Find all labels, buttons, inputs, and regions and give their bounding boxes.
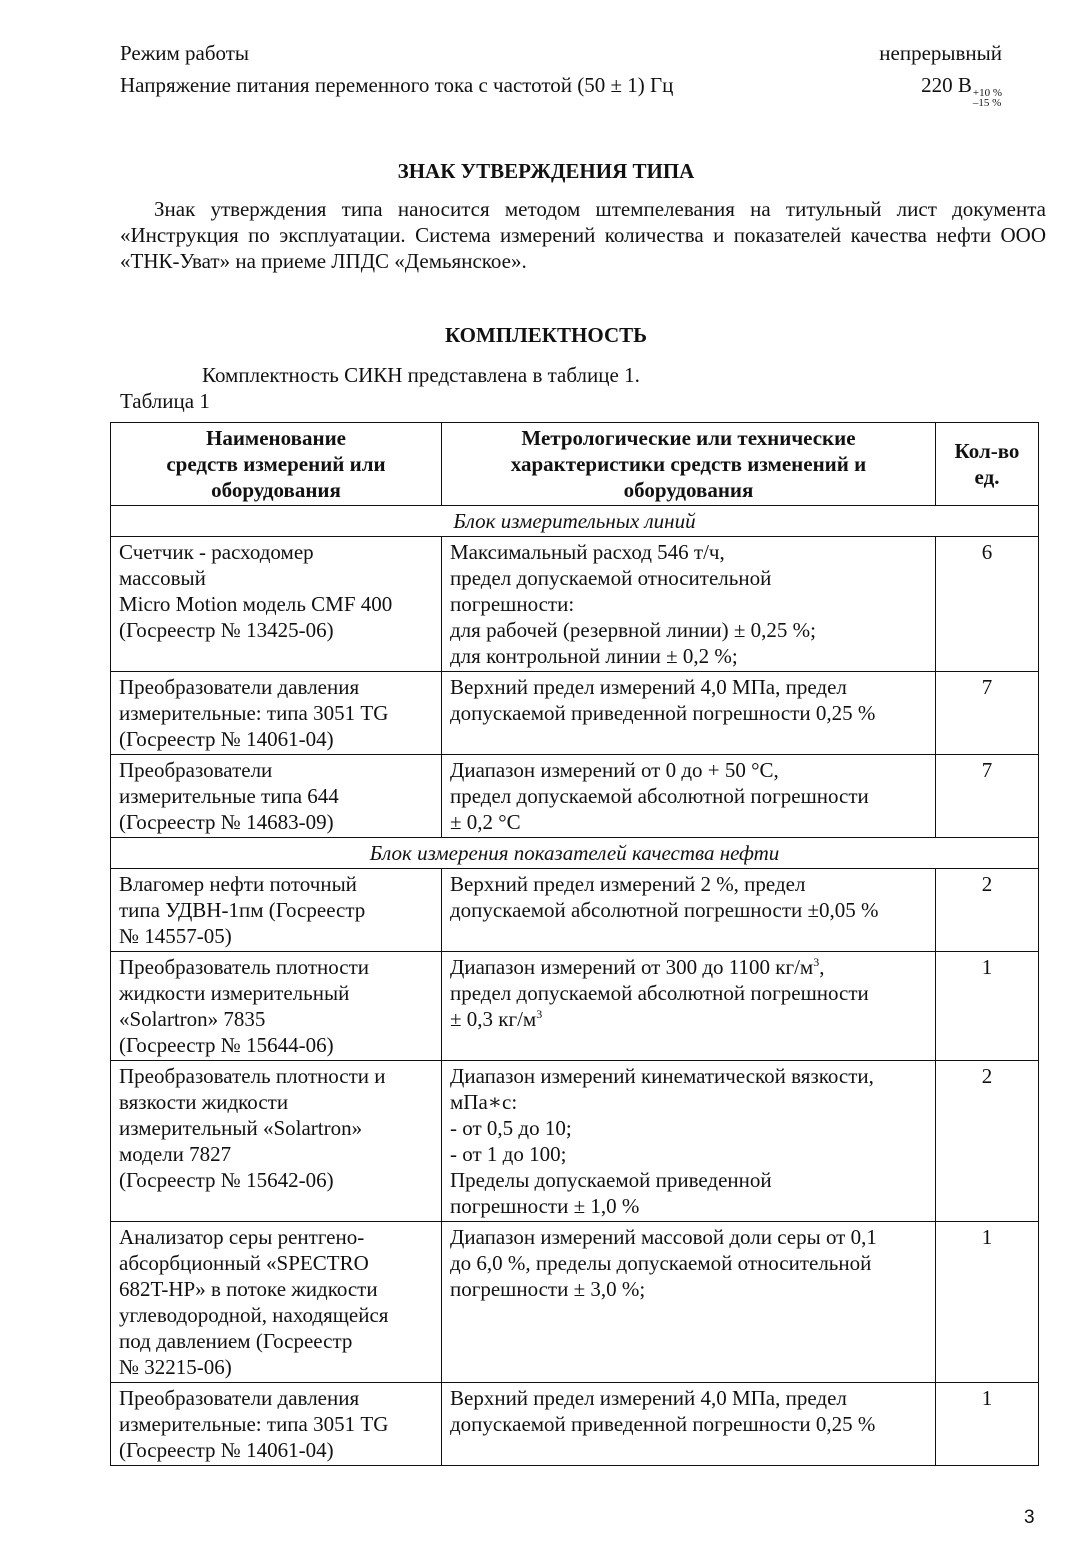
table-row [111,1383,1039,1466]
row-quantity: 1 [936,1222,1039,1383]
row-characteristics [442,755,936,838]
name-line: Преобразователи давления [119,675,360,699]
row-characteristics [442,869,936,952]
row-characteristics [442,672,936,755]
row-name [111,537,442,672]
row-name [111,952,442,1061]
name-line: № 14557-05) [119,924,232,948]
name-line: измерительные: типа 3051 TG [119,701,389,725]
tolerance-plus: +10 % [972,87,1002,99]
spec-line: ± 0,2 °С [450,810,521,834]
row-quantity: 2 [936,869,1039,952]
spec-line: предел допускаемой абсолютной погрешности [450,981,869,1005]
section-measuring-lines: Блок измерительных линий [111,506,1039,537]
spec-line: до 6,0 %, пределы допускаемой относительной [450,1251,872,1275]
name-line: под давлением (Госреестр [119,1329,353,1353]
power-supply-label: Напряжение питания переменного тока с частотой (50 ± 1) Гц [120,73,674,97]
header-quantity: Кол-во ед. [936,423,1039,506]
row-name [111,1383,442,1466]
table-row [111,672,1039,755]
row-name [111,672,442,755]
tolerance-minus: –15 % [972,97,1002,109]
row-characteristics [442,952,936,1061]
spec-line: Диапазон измерений кинематической вязкости, [450,1064,874,1088]
name-line: Влагомер нефти поточный [119,872,357,896]
name-line: модели 7827 [119,1142,232,1166]
row-characteristics [442,1061,936,1222]
equipment-table [110,422,1039,1466]
superscript: 3 [536,1007,543,1021]
spec-line: Диапазон измерений от 0 до + 50 °С, [450,758,779,782]
spec-line: - от 1 до 100; [450,1142,567,1166]
power-supply-tolerance [973,88,1002,108]
row-quantity: 1 [936,1383,1039,1466]
row-name [111,755,442,838]
name-line: Преобразователи давления [119,1386,360,1410]
spec-line: мПа∗с: [450,1090,518,1114]
name-line: типа УДВН-1пм (Госреестр [119,898,366,922]
power-supply-value-group [921,72,1002,108]
spec-line: Верхний предел измерений 4,0 МПа, предел [450,675,847,699]
name-line: Micro Motion модель CMF 400 [119,592,393,616]
spec-line: допускаемой абсолютной погрешности ±0,05 % [450,898,879,922]
spec-line: ± 0,3 $кг/м^3$ [450,1007,543,1031]
approval-paragraph [120,196,1046,274]
spec-line: для рабочей (резервной линии) ± 0,25 %; [450,618,817,642]
table-row [111,755,1039,838]
table-row [111,952,1039,1061]
name-line: 682T-HP» в потоке жидкости [119,1277,378,1301]
spec-line: Верхний предел измерений 4,0 МПа, предел [450,1386,847,1410]
name-line: Преобразователь плотности [119,955,370,979]
power-supply-value: 220 В [921,73,972,97]
row-characteristics [442,1222,936,1383]
superscript: 3 [813,955,820,969]
spec-line: Пределы допускаемой приведенной [450,1168,772,1192]
operating-mode-row [120,40,1002,66]
page-number: 3 [1024,1507,1035,1528]
row-quantity: 7 [936,672,1039,755]
name-line: Счетчик - расходомер [119,540,314,564]
spec-line: погрешности: [450,592,575,616]
spec-line: для контрольной линии ± 0,2 %; [450,644,738,668]
spec-line: Диапазон измерений от 300 до 1100 $кг/м^3$, [450,955,825,979]
spec-line: погрешности ± 1,0 % [450,1194,640,1218]
name-line: (Госреестр № 14061-04) [119,1438,334,1462]
name-line: (Госреестр № 15642-06) [119,1168,334,1192]
header-characteristics: Метрологические или технические характеристики средств изменений и оборудования [442,423,936,506]
operating-mode-value: непрерывный [879,41,1002,65]
spec-line: предел допускаемой относительной [450,566,772,590]
row-name [111,869,442,952]
approval-heading: ЗНАК УТВЕРЖДЕНИЯ ТИПА [397,159,695,183]
completeness-intro: Комплектность СИКН представлена в таблице 1. [202,363,640,387]
spec-line: Диапазон измерений массовой доли серы от 0,1 [450,1225,877,1249]
row-characteristics [442,537,936,672]
table-row [111,537,1039,672]
row-quantity: 6 [936,537,1039,672]
name-line: углеводородной, находящейся [119,1303,389,1327]
name-line: измерительные: типа 3051 TG [119,1412,389,1436]
spec-line: допускаемой приведенной погрешности 0,25 % [450,701,876,725]
name-line: (Госреестр № 13425-06) [119,618,334,642]
name-line: «Solartron» 7835 [119,1007,266,1031]
name-line: (Госреестр № 14683-09) [119,810,334,834]
power-supply-row [120,72,1002,108]
spec-line: Максимальный расход 546 т/ч, [450,540,725,564]
operating-mode-label: Режим работы [120,41,250,65]
name-line: № 32215-06) [119,1355,232,1379]
header-name: Наименование средств измерений или оборудования [111,423,442,506]
row-quantity: 2 [936,1061,1039,1222]
name-line: жидкости измерительный [119,981,350,1005]
table-row [111,869,1039,952]
name-line: Преобразователь плотности и [119,1064,386,1088]
table-caption: Таблица 1 [120,389,210,413]
name-line: абсорбционный «SPECTRO [119,1251,369,1275]
section-row [111,838,1039,869]
name-line: измерительный «Solartron» [119,1116,363,1140]
spec-line: - от 0,5 до 10; [450,1116,572,1140]
name-line: измерительные типа 644 [119,784,339,808]
row-name [111,1222,442,1383]
name-line: Преобразователи [119,758,273,782]
row-quantity: 7 [936,755,1039,838]
row-characteristics [442,1383,936,1466]
spec-line: допускаемой приведенной погрешности 0,25 % [450,1412,876,1436]
section-quality-block: Блок измерения показателей качества нефти [111,838,1039,869]
name-line: Анализатор серы рентгено- [119,1225,365,1249]
table-header-row [111,423,1039,506]
name-line: массовый [119,566,206,590]
name-line: вязкости жидкости [119,1090,289,1114]
completeness-heading: КОМПЛЕКТНОСТЬ [444,323,648,347]
table-row [111,1222,1039,1383]
section-row [111,506,1039,537]
name-line: (Госреестр № 14061-04) [119,727,334,751]
name-line: (Госреестр № 15644-06) [119,1033,334,1057]
row-quantity: 1 [936,952,1039,1061]
table-row [111,1061,1039,1222]
spec-line: Верхний предел измерений 2 %, предел [450,872,806,896]
row-name [111,1061,442,1222]
approval-text: Знак утверждения типа наносится методом штемпелевания на титульный лист документа «Инструкция по эксплуатации. Система измерений количества и показателей качества нефти ООО «ТНК-Уват» на приеме ЛПДС «Демьянское». [120,197,1046,273]
spec-line: предел допускаемой абсолютной погрешности [450,784,869,808]
spec-line: погрешности ± 3,0 %; [450,1277,646,1301]
